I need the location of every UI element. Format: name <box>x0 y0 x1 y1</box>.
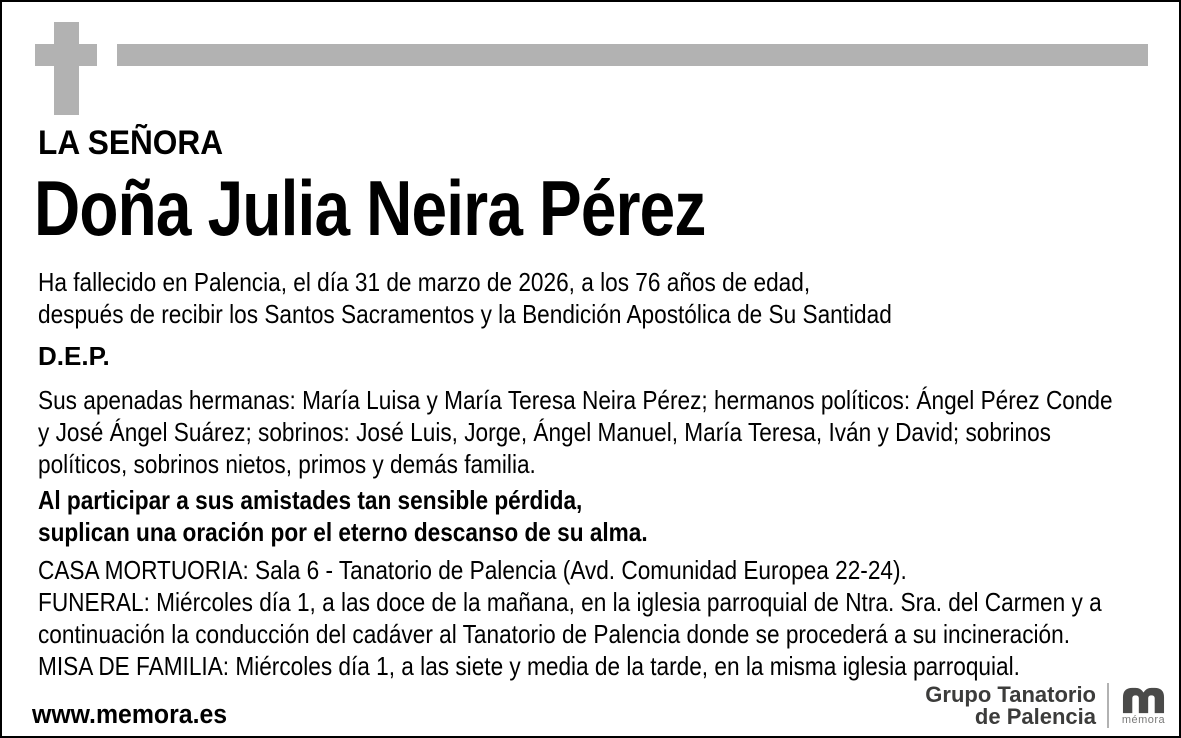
memora-wordmark: mémora <box>1121 713 1166 726</box>
brand-block <box>925 683 1167 728</box>
memora-logo <box>1120 686 1167 726</box>
death-notice-line: después de recibir los Santos Sacramentos y la Bendición Apostólica de Su Santidad <box>38 299 892 329</box>
website-url: www.memora.es <box>32 699 228 729</box>
death-notice <box>38 266 892 330</box>
family-notice-line: Sus apenadas hermanas: María Luisa y María Teresa Neira Pérez; hermanos políticos: Ángel Pérez Conde <box>38 385 1113 415</box>
service-line-funeral: FUNERAL: Miércoles día 1, a las doce de la mañana, en la iglesia parroquial de Ntra. Sra. del Carmen y a <box>38 587 1102 617</box>
pretitle: LA SEÑORA <box>38 124 224 162</box>
brand-divider <box>1107 683 1109 728</box>
deceased-name: Doña Julia Neira Pérez <box>34 164 706 252</box>
service-line-funeral-cont: continuación la conducción del cadáver al Tanatorio de Palencia donde se procederá a su incineración. <box>38 619 1070 649</box>
group-name-line: de Palencia <box>974 703 1096 729</box>
petition-text <box>38 484 648 548</box>
memora-m-icon <box>1120 686 1167 714</box>
group-name-line: Grupo Tanatorio <box>925 681 1096 707</box>
service-line-casa-mortuoria: CASA MORTUORIA: Sala 6 - Tanatorio de Palencia (Avd. Comunidad Europea 22-24). <box>38 555 907 585</box>
group-name <box>925 681 1096 729</box>
family-notice <box>38 384 1113 480</box>
petition-line: Al participar a sus amistades tan sensible pérdida, <box>38 485 583 515</box>
service-info <box>38 554 1102 682</box>
service-line-misa-familia: MISA DE FAMILIA: Miércoles día 1, a las siete y media de la tarde, en la misma iglesia parroquial. <box>38 651 1020 681</box>
family-notice-line: y José Ángel Suárez; sobrinos: José Luis, Jorge, Ángel Manuel, María Teresa, Iván y David; sobrinos <box>38 417 1051 447</box>
dep-abbreviation: D.E.P. <box>38 341 110 371</box>
header-bar <box>117 44 1148 66</box>
family-notice-line: políticos, sobrinos nietos, primos y demás familia. <box>38 449 536 479</box>
petition-line: suplican una oración por el eterno descanso de su alma. <box>38 517 648 547</box>
death-notice-line: Ha fallecido en Palencia, el día 31 de marzo de 2026, a los 76 años de edad, <box>38 267 811 297</box>
